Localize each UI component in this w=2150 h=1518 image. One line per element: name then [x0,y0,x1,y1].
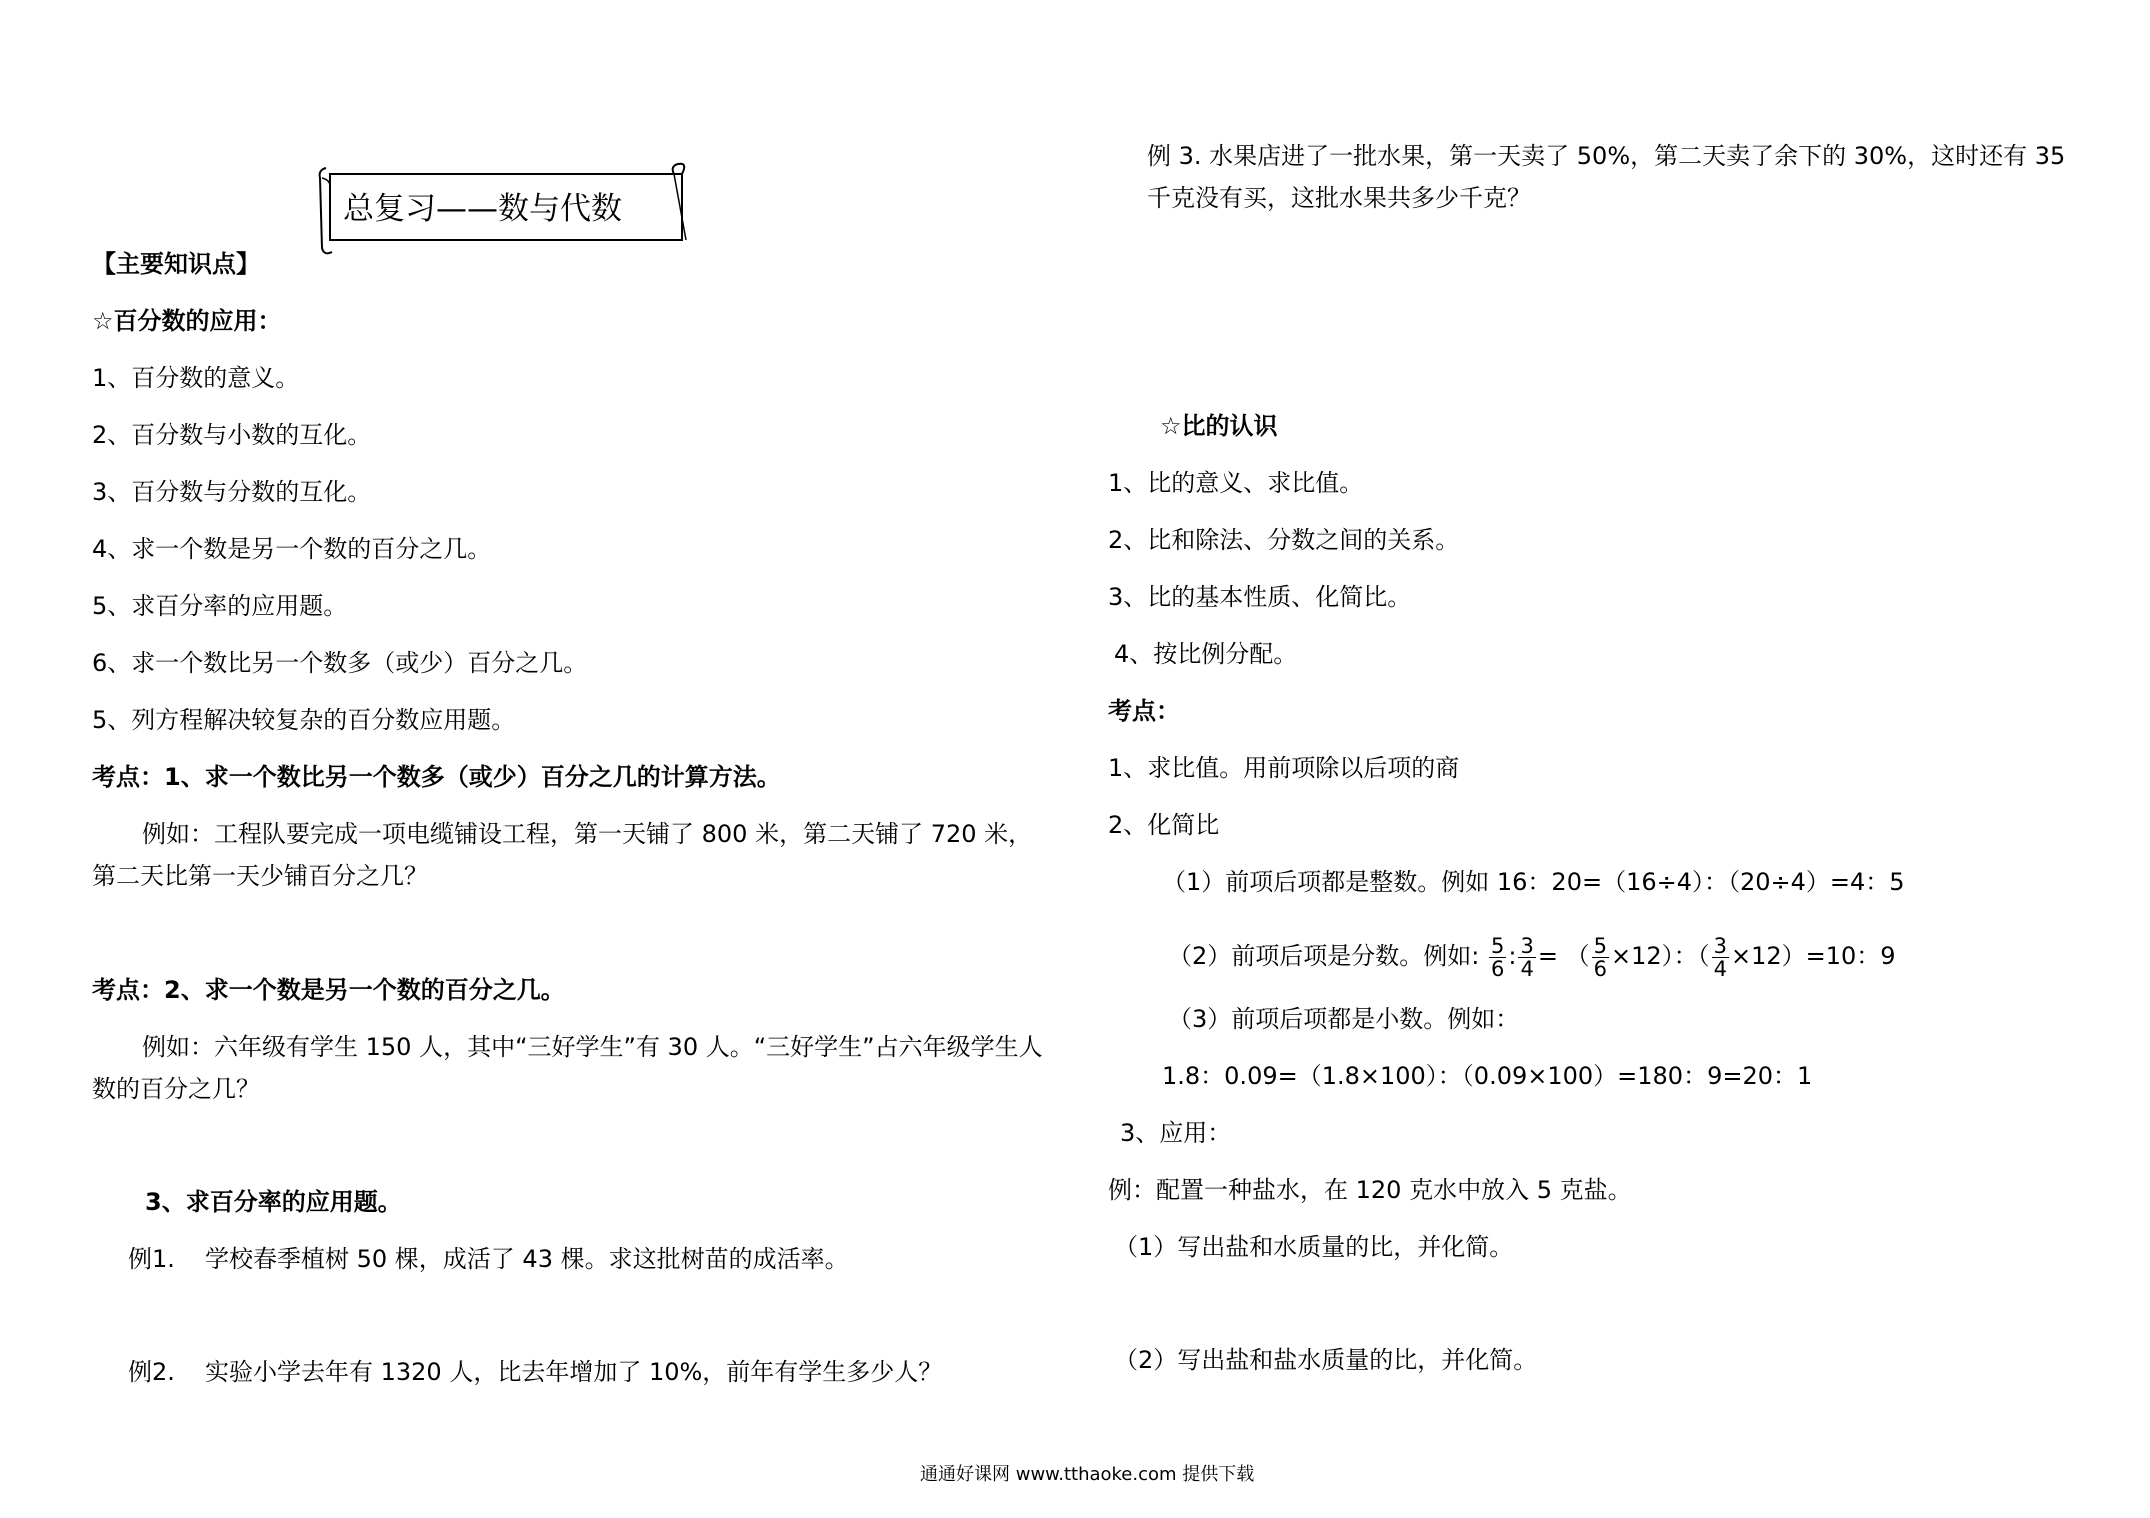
list-item: 5、列方程解决较复杂的百分数应用题。 [92,706,516,734]
heading-main-points: 【主要知识点】 [92,250,260,278]
simplify-decimal-label: （3）前项后项都是小数。例如： [1168,1005,1520,1033]
simplify-decimal-example: 1.8：0.09=（1.8×100）：（0.09×100）=180：9=20：1 [1162,1062,1813,1090]
kaodian-label: 考点： [1108,697,1180,725]
equals: = （ [1537,942,1590,970]
simplify-integer-example: （1）前项后项都是整数。例如 16：20=（16÷4）：（20÷4）=4：5 [1162,868,1905,896]
example-1-line-2: 第二天比第一天少铺百分之几？ [92,862,428,890]
kaodian-3: 3、求百分率的应用题。 [145,1188,402,1216]
times-twelve-mid: ×12）：（ [1610,942,1710,970]
page-title: 总复习——数与代数 [343,191,622,227]
times-twelve-end: ×12）=10：9 [1731,942,1896,970]
list-item: 3、比的基本性质、化简比。 [1108,583,1412,611]
example-1-line-1: 例如：工程队要完成一项电缆铺设工程，第一天铺了 800 米，第二天铺了 720 米， [142,820,1033,848]
fraction-5-6-b: $\frac{5}{6}$ [1593,933,1607,981]
section-ratio-title: ☆比的认识 [1160,412,1278,440]
list-item: 2、百分数与小数的互化。 [92,421,372,449]
list-item: 6、求一个数比另一个数多（或少）百分之几。 [92,649,588,677]
example-li1-label: 例1. [128,1245,175,1273]
fraction-5-6: $\frac{5}{6}$ [1491,933,1505,981]
footer-watermark: 通通好课网 www.tthaoke.com 提供下载 [920,1464,1255,1485]
list-item: 5、求百分率的应用题。 [92,592,348,620]
application-label: 3、应用： [1120,1119,1232,1147]
kaodian-2: 考点：2、求一个数是另一个数的百分之几。 [92,976,565,1004]
salt-water-example: 例：配置一种盐水，在 120 克水中放入 5 克盐。 [1108,1176,1632,1204]
question-2: （2）写出盐和盐水质量的比，并化简。 [1114,1346,1538,1374]
example-li3-line-1: 例 3. 水果店进了一批水果，第一天卖了 50%，第二天卖了余下的 30%，这时还有 35 [1147,142,2066,170]
example-li2-text: 实验小学去年有 1320 人，比去年增加了 10%，前年有学生多少人？ [205,1358,943,1386]
question-1: （1）写出盐和水质量的比，并化简。 [1114,1233,1514,1261]
fraction-3-4-b: $\frac{3}{4}$ [1713,933,1727,981]
list-item: 1、百分数的意义。 [92,364,300,392]
fraction-3-4: $\frac{3}{4}$ [1520,933,1534,981]
example-li3-line-2: 千克没有买，这批水果共多少千克？ [1147,184,1531,212]
example-li2-label: 例2. [128,1358,175,1386]
list-item: 3、百分数与分数的互化。 [92,478,372,506]
example-li1-text: 学校春季植树 50 棵，成活了 43 棵。求这批树苗的成活率。 [205,1245,849,1273]
example-2-line-1: 例如：六年级有学生 150 人，其中“三好学生”有 30 人。“三好学生”占六年级学生人 [142,1033,1043,1061]
list-item: 4、按比例分配。 [1114,640,1298,668]
section-percent-title: ☆百分数的应用： [92,307,282,335]
list-item: 4、求一个数是另一个数的百分之几。 [92,535,492,563]
kaodian-item-1: 1、求比值。用前项除以后项的商 [1108,754,1460,782]
kaodian-item-2: 2、化简比 [1108,811,1220,839]
fraction-example-prefix: （2）前项后项是分数。例如: [1168,942,1480,970]
list-item: 2、比和除法、分数之间的关系。 [1108,526,1460,554]
example-2-line-2: 数的百分之几？ [92,1075,260,1103]
colon: : [1508,942,1517,970]
simplify-fraction-example [1168,928,1896,984]
list-item: 1、比的意义、求比值。 [1108,469,1364,497]
kaodian-1: 考点：1、求一个数比另一个数多（或少）百分之几的计算方法。 [92,763,781,791]
